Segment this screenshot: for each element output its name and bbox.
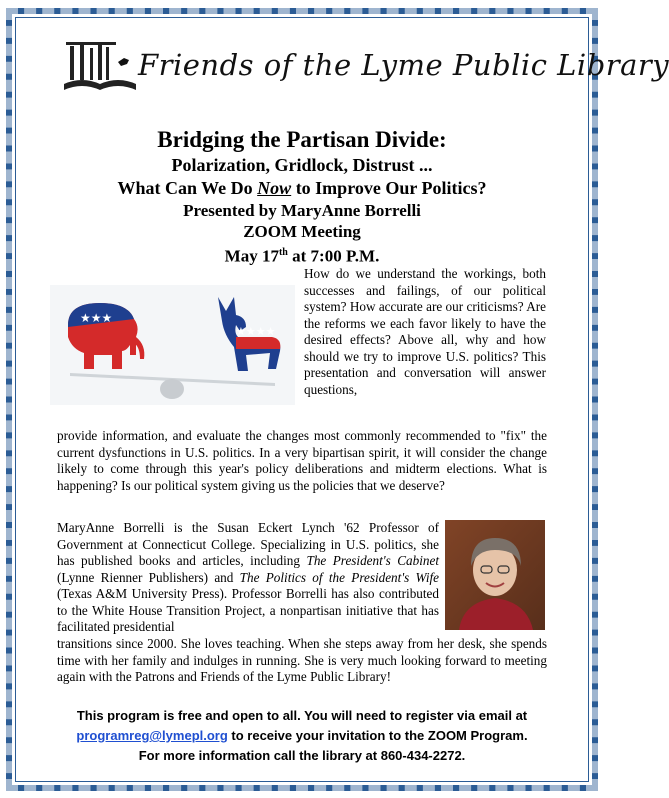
- footer-line-3: For more information call the library at 860-434-2272.: [138, 748, 466, 763]
- registration-email-link[interactable]: programreg@lymepl.org: [76, 728, 228, 743]
- presenter-line: Presented by MaryAnne Borrelli: [183, 201, 421, 220]
- event-title: Bridging the Partisan Divide:: [157, 127, 447, 152]
- logo-wordmark: Friends of the Lyme Public Library: [138, 48, 669, 82]
- event-subtitle: Polarization, Gridlock, Distrust ...: [171, 155, 433, 175]
- bio-text-c: (Texas A&M University Press). Professor Borrelli has also contributed to the White House Transition Project, a nonpartisan initiative that has facilitated presidential: [57, 586, 439, 634]
- question-post: to Improve Our Politics?: [291, 178, 487, 198]
- question-now: Now: [257, 178, 292, 198]
- bio-text-b: (Lynne Rienner Publishers) and: [57, 569, 240, 585]
- svg-text:★★★: ★★★: [80, 311, 113, 325]
- date-pre: May 17: [224, 246, 279, 266]
- footer-line-2: [30, 726, 574, 746]
- date-sup: th: [278, 247, 288, 258]
- intro-paragraph: How do we understand the workings, both successes and failings, of our political system? How accurate are our criticisms? Are the reforms we each favor likely to have the desired effects? Above all, why and how should we try to improve U.S. politics? This presentation and conversation will answer questions,: [304, 266, 546, 397]
- description-paragraph: provide information, and evaluate the changes most commonly recommended to "fix" the current dysfunctions in U.S. politics. In a very bipartisan spirit, it will consider the change likely to come through this year's policy deliberations and midterm elections. What is happening? Is our political system giving us the policies that we deserve?: [57, 428, 547, 493]
- footer-line-2-text: to receive your invitation to the ZOOM Program.: [227, 728, 528, 743]
- registration-footer: [30, 706, 574, 766]
- bio-book-cabinet: The President's Cabinet: [306, 553, 439, 568]
- question-pre: What Can We Do: [117, 178, 258, 198]
- footer-line-1: This program is free and open to all. You will need to register via email at: [76, 708, 528, 723]
- svg-text:★★★★: ★★★★: [236, 325, 276, 338]
- meeting-format: ZOOM Meeting: [243, 222, 361, 241]
- date-post: at 7:00 P.M.: [287, 246, 380, 266]
- bio-text-a: MaryAnne Borrelli is the Susan Eckert Lynch '62 Professor of Government at Connecticut College. Specializing in U.S. politics, she has published books and articles, including: [57, 520, 439, 568]
- bio-continued-paragraph: transitions since 2000. She loves teaching. When she steps away from her desk, she spends time with her family and indulges in running. She is very much looking forward to meeting again with the Patrons and Friends of the Lyme Public Library!: [57, 636, 547, 684]
- bio-book-wife: The Politics of the President's Wife: [239, 569, 439, 585]
